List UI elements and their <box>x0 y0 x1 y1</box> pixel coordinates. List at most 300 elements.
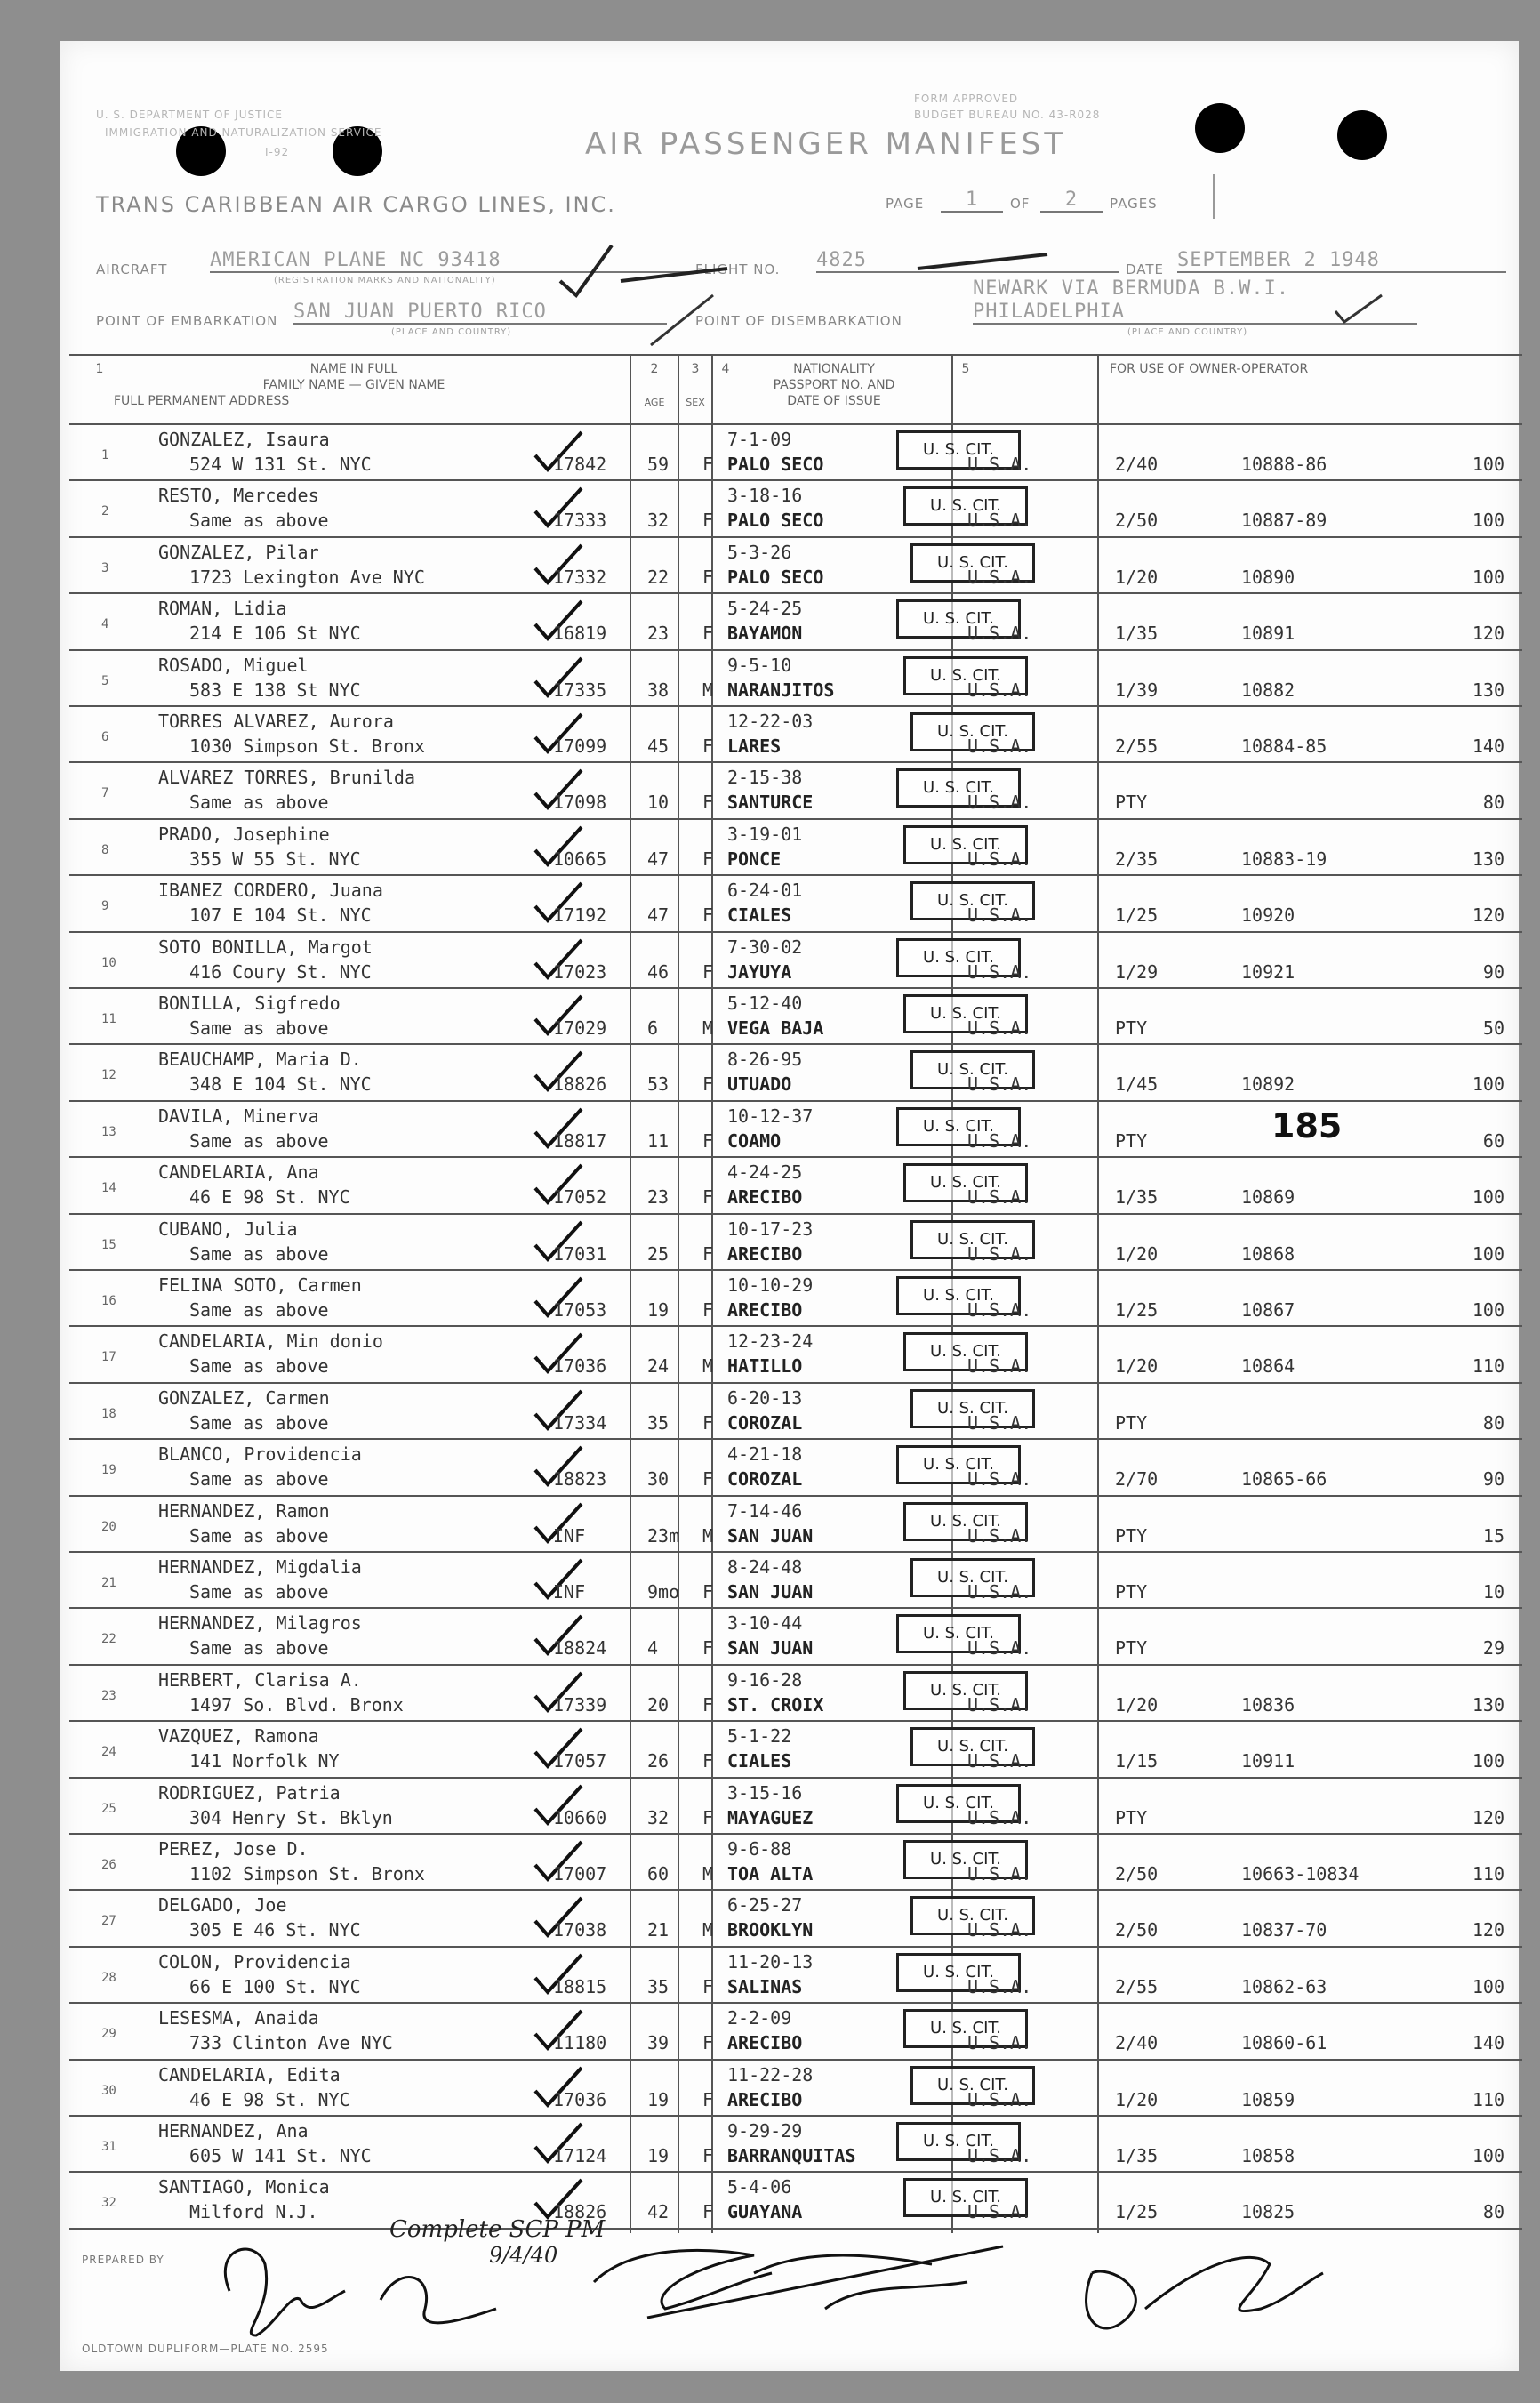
passport-number: 17333 <box>553 510 607 532</box>
passport-number: 17036 <box>553 2088 607 2110</box>
passenger-address: Same as above <box>189 1637 329 1660</box>
passenger-address: Same as above <box>189 1468 329 1491</box>
us-citizen-stamp: U. S. CIT. <box>896 430 1021 470</box>
fare: 100 <box>1472 2145 1504 2166</box>
col6-header: FOR USE OF OWNER-OPERATOR <box>1110 362 1309 376</box>
passenger-age: 35 <box>647 1975 670 1997</box>
table-row <box>69 2117 1522 2173</box>
birth-date: 6-24-01 <box>727 880 803 902</box>
passenger-name: HERBERT, Clarisa A. <box>158 1668 362 1691</box>
fare: 140 <box>1472 2032 1504 2054</box>
passport-number: 17335 <box>553 679 607 701</box>
row-number: 1 <box>101 448 109 462</box>
passenger-name: PEREZ, Jose D. <box>158 1838 309 1860</box>
passenger-sex: M <box>702 1863 714 1885</box>
birth-place: GUAYANA <box>727 2201 803 2223</box>
passenger-age: 26 <box>647 1750 670 1772</box>
owner-code: PTY <box>1115 1411 1148 1434</box>
fare: 15 <box>1482 1524 1504 1547</box>
birth-date: 9-6-88 <box>727 1838 792 1860</box>
passenger-name: GONZALEZ, Isaura <box>158 429 330 450</box>
row-number: 30 <box>101 2083 116 2098</box>
passenger-address: 1030 Simpson St. Bronx <box>189 735 425 757</box>
table-row <box>69 1045 1522 1101</box>
table-row <box>69 425 1522 481</box>
birth-date: 4-24-25 <box>727 1161 803 1184</box>
passenger-name: HERNANDEZ, Migdalia <box>158 1556 362 1578</box>
passenger-sex: F <box>702 1129 714 1152</box>
fare: 110 <box>1472 2088 1504 2110</box>
nationality: U.S.A. <box>967 2032 1032 2054</box>
passenger-age: 30 <box>647 1468 670 1491</box>
manifest-sheet <box>60 41 1519 2371</box>
passenger-sex: F <box>702 1975 714 1997</box>
disembarkation-value-1: NEWARK VIA BERMUDA B.W.I. <box>973 277 1290 300</box>
us-citizen-stamp: U. S. CIT. <box>903 486 1028 526</box>
ticket-number: 10890 <box>1241 566 1295 588</box>
passenger-sex: F <box>702 1468 714 1491</box>
passenger-sex: F <box>702 1750 714 1772</box>
birth-place: PALO SECO <box>727 454 824 475</box>
passenger-address: Same as above <box>189 1299 329 1321</box>
table-row <box>69 763 1522 819</box>
birth-place: ARECIBO <box>727 2032 803 2054</box>
birth-place: ARECIBO <box>727 1299 803 1321</box>
ticket-number: 10862-63 <box>1241 1975 1327 1997</box>
passenger-address: 46 E 98 St. NYC <box>189 1186 350 1209</box>
row-number: 12 <box>101 1068 116 1083</box>
passenger-age: 47 <box>647 904 670 927</box>
us-citizen-stamp: U. S. CIT. <box>910 1389 1035 1428</box>
passenger-address: Same as above <box>189 1355 329 1378</box>
passenger-sex: F <box>702 1073 714 1096</box>
nationality: U.S.A. <box>967 2201 1032 2223</box>
nationality: U.S.A. <box>967 1581 1032 1603</box>
row-number: 9 <box>101 899 109 914</box>
row-number: 20 <box>101 1519 116 1534</box>
passenger-address: 524 W 131 St. NYC <box>189 454 372 475</box>
birth-date: 9-29-29 <box>727 2120 803 2142</box>
row-number: 25 <box>101 1801 116 1816</box>
ticket-number: 10869 <box>1241 1186 1295 1209</box>
disembarkation-label: POINT OF DISEMBARKATION <box>695 313 902 329</box>
us-citizen-stamp: U. S. CIT. <box>896 1276 1021 1315</box>
birth-date: 5-1-22 <box>727 1725 792 1748</box>
punch-hole-right-1 <box>1195 103 1245 153</box>
table-row <box>69 1215 1522 1271</box>
owner-code: PTY <box>1115 792 1148 814</box>
row-number: 14 <box>101 1181 116 1196</box>
flight-number: 4825 <box>816 249 1119 273</box>
us-citizen-stamp: U. S. CIT. <box>910 543 1035 583</box>
fare: 120 <box>1472 1806 1504 1828</box>
birth-place: ARECIBO <box>727 1242 803 1265</box>
passenger-sex: M <box>702 1355 714 1378</box>
passenger-address: Milford N.J. <box>189 2201 318 2223</box>
birth-place: ARECIBO <box>727 1186 803 1209</box>
flight-date: SEPTEMBER 2 1948 <box>1177 249 1506 273</box>
owner-code: 1/35 <box>1115 1186 1159 1209</box>
table-row <box>69 1835 1522 1891</box>
passenger-name: COLON, Providencia <box>158 1950 351 1973</box>
passenger-name: ROSADO, Miguel <box>158 654 309 676</box>
passenger-address: Same as above <box>189 792 329 814</box>
table-row <box>69 1158 1522 1214</box>
birth-place: PONCE <box>727 848 782 870</box>
passenger-age: 6 <box>647 1017 659 1039</box>
birth-place: SAN JUAN <box>727 1581 814 1603</box>
passenger-address: 305 E 46 St. NYC <box>189 1919 361 1941</box>
passenger-sex: F <box>702 1693 714 1716</box>
us-citizen-stamp: U. S. CIT. <box>910 1050 1035 1089</box>
nationality: U.S.A. <box>967 2145 1032 2166</box>
passenger-age: 46 <box>647 960 670 983</box>
owner-code: 1/45 <box>1115 1073 1159 1096</box>
nationality: U.S.A. <box>967 848 1032 870</box>
passport-number: 17029 <box>553 1017 607 1039</box>
row-number: 16 <box>101 1294 116 1308</box>
passenger-name: TORRES ALVAREZ, Aurora <box>158 711 394 732</box>
us-citizen-stamp: U. S. CIT. <box>903 1671 1028 1710</box>
us-citizen-stamp: U. S. CIT. <box>910 2066 1035 2105</box>
passenger-address: Same as above <box>189 510 329 532</box>
us-citizen-stamp: U. S. CIT. <box>896 2122 1021 2161</box>
row-number: 7 <box>101 786 109 801</box>
row-number: 15 <box>101 1237 116 1252</box>
owner-code: 2/70 <box>1115 1468 1159 1491</box>
birth-place: COROZAL <box>727 1411 803 1434</box>
passenger-age: 22 <box>647 566 670 588</box>
passenger-age: 19 <box>647 2145 670 2166</box>
owner-code: PTY <box>1115 1524 1148 1547</box>
passenger-sex: F <box>702 1242 714 1265</box>
passenger-address: 1723 Lexington Ave NYC <box>189 566 425 588</box>
passenger-age: 20 <box>647 1693 670 1716</box>
nationality: U.S.A. <box>967 1863 1032 1885</box>
fare: 10 <box>1482 1581 1504 1603</box>
col2-header: AGE <box>644 397 665 408</box>
passenger-sex: M <box>702 1524 714 1547</box>
col4-header-1: NATIONALITY <box>793 362 875 376</box>
birth-date: 9-16-28 <box>727 1668 803 1691</box>
passenger-age: 45 <box>647 735 670 757</box>
table-row <box>69 538 1522 594</box>
birth-date: 3-10-44 <box>727 1612 803 1635</box>
table-row <box>69 1327 1522 1383</box>
birth-date: 8-24-48 <box>727 1556 803 1578</box>
nationality: U.S.A. <box>967 1750 1032 1772</box>
row-number: 17 <box>101 1350 116 1365</box>
nationality: U.S.A. <box>967 623 1032 645</box>
table-row <box>69 1722 1522 1778</box>
ticket-number: 10892 <box>1241 1073 1295 1096</box>
embarkation-value: SAN JUAN PUERTO RICO <box>293 301 667 325</box>
passenger-age: 35 <box>647 1411 670 1434</box>
passenger-name: FELINA SOTO, Carmen <box>158 1274 362 1296</box>
ticket-number: 10825 <box>1241 2201 1295 2223</box>
passenger-name: BLANCO, Providencia <box>158 1443 362 1466</box>
fare: 90 <box>1482 960 1504 983</box>
passenger-sex: F <box>702 904 714 927</box>
page-total: 2 <box>1040 189 1103 213</box>
us-citizen-stamp: U. S. CIT. <box>910 1727 1035 1766</box>
pages-label: PAGES <box>1110 196 1158 212</box>
passport-number: 18817 <box>553 1129 607 1152</box>
birth-date: 2-2-09 <box>727 2007 792 2029</box>
passenger-address: Same as above <box>189 1581 329 1603</box>
fare: 60 <box>1482 1129 1504 1152</box>
passenger-age: 4 <box>647 1637 659 1660</box>
birth-place: CIALES <box>727 1750 792 1772</box>
ticket-number: 10883-19 <box>1241 848 1327 870</box>
us-citizen-stamp: U. S. CIT. <box>903 1163 1028 1202</box>
passenger-address: 214 E 106 St NYC <box>189 623 361 645</box>
nationality: U.S.A. <box>967 1017 1032 1039</box>
fare: 100 <box>1472 1299 1504 1321</box>
owner-code: 1/25 <box>1115 904 1159 927</box>
passport-number: 17052 <box>553 1186 607 1209</box>
table-row <box>69 707 1522 763</box>
passenger-sex: F <box>702 2145 714 2166</box>
fare: 120 <box>1472 904 1504 927</box>
passport-number: 17038 <box>553 1919 607 1941</box>
owner-code: 1/20 <box>1115 1242 1159 1265</box>
passenger-sex: F <box>702 1637 714 1660</box>
company-name: TRANS CARIBBEAN AIR CARGO LINES, INC. <box>96 192 616 217</box>
birth-date: 12-23-24 <box>727 1330 814 1353</box>
passenger-sex: F <box>702 735 714 757</box>
us-citizen-stamp: U. S. CIT. <box>896 599 1021 639</box>
row-number: 11 <box>101 1012 116 1026</box>
table-row <box>69 1384 1522 1440</box>
ticket-number: 10887-89 <box>1241 510 1327 532</box>
birth-place: TOA ALTA <box>727 1863 814 1885</box>
fare: 110 <box>1472 1355 1504 1378</box>
signatures-icon <box>203 2211 1448 2362</box>
passenger-age: 60 <box>647 1863 670 1885</box>
passport-number: 17023 <box>553 960 607 983</box>
passenger-age: 39 <box>647 2032 670 2054</box>
row-number: 24 <box>101 1745 116 1760</box>
passport-number: 18826 <box>553 1073 607 1096</box>
col4-header-3: DATE OF ISSUE <box>787 394 881 408</box>
fare: 110 <box>1472 1863 1504 1885</box>
owner-code: PTY <box>1115 1017 1148 1039</box>
birth-place: COROZAL <box>727 1468 803 1491</box>
passport-number: INF <box>553 1581 586 1603</box>
ticket-number: 10884-85 <box>1241 735 1327 757</box>
owner-code: 1/15 <box>1115 1750 1159 1772</box>
us-citizen-stamp: U. S. CIT. <box>910 1220 1035 1259</box>
col5-number: 5 <box>961 362 970 376</box>
passenger-name: ROMAN, Lidia <box>158 598 287 620</box>
nationality: U.S.A. <box>967 1806 1032 1828</box>
passenger-name: CUBANO, Julia <box>158 1218 298 1240</box>
passenger-address: 66 E 100 St. NYC <box>189 1975 361 1997</box>
passport-number: 17124 <box>553 2145 607 2166</box>
row-number: 8 <box>101 842 109 857</box>
birth-date: 5-3-26 <box>727 541 792 563</box>
dash-flight-icon <box>914 242 1056 277</box>
fare: 130 <box>1472 679 1504 701</box>
row-number: 13 <box>101 1124 116 1139</box>
col1-header-3: FULL PERMANENT ADDRESS <box>114 394 290 408</box>
owner-code: 2/50 <box>1115 1863 1159 1885</box>
checkmark-embark-icon <box>647 292 718 354</box>
fare: 80 <box>1482 792 1504 814</box>
passenger-age: 23 <box>647 1186 670 1209</box>
table-row <box>69 1609 1522 1665</box>
passenger-address: 141 Norfolk NY <box>189 1750 340 1772</box>
birth-date: 11-22-28 <box>727 2063 814 2086</box>
owner-code: 1/25 <box>1115 1299 1159 1321</box>
fare: 90 <box>1482 1468 1504 1491</box>
passenger-sex: F <box>702 1581 714 1603</box>
passenger-sex: M <box>702 679 714 701</box>
passenger-name: CANDELARIA, Min donio <box>158 1330 383 1353</box>
fare: 130 <box>1472 848 1504 870</box>
fare: 29 <box>1482 1637 1504 1660</box>
fare: 100 <box>1472 566 1504 588</box>
table-row <box>69 989 1522 1045</box>
us-citizen-stamp: U. S. CIT. <box>910 1558 1035 1597</box>
passenger-name: ALVAREZ TORRES, Brunilda <box>158 767 415 789</box>
table-row <box>69 1440 1522 1496</box>
us-citizen-stamp: U. S. CIT. <box>896 1107 1021 1146</box>
passenger-age: 19 <box>647 2088 670 2110</box>
us-citizen-stamp: U. S. CIT. <box>896 1784 1021 1823</box>
birth-place: COAMO <box>727 1129 782 1152</box>
owner-code: 1/20 <box>1115 566 1159 588</box>
passenger-age: 32 <box>647 1806 670 1828</box>
ticket-number: 10837-70 <box>1241 1919 1327 1941</box>
passenger-address: 46 E 98 St. NYC <box>189 2088 350 2110</box>
passenger-name: SANTIAGO, Monica <box>158 2176 330 2198</box>
owner-code: PTY <box>1115 1129 1148 1152</box>
nationality: U.S.A. <box>967 1129 1032 1152</box>
birth-place: PALO SECO <box>727 510 824 532</box>
nationality: U.S.A. <box>967 904 1032 927</box>
passenger-address: Same as above <box>189 1242 329 1265</box>
embarkation-sublabel: (PLACE AND COUNTRY) <box>391 327 512 337</box>
passenger-sex: F <box>702 792 714 814</box>
punch-hole-right-2 <box>1337 110 1387 160</box>
manifest-title: AIR PASSENGER MANIFEST <box>585 126 1067 162</box>
passenger-sex: F <box>702 454 714 475</box>
passenger-sex: F <box>702 2088 714 2110</box>
owner-code: 1/35 <box>1115 623 1159 645</box>
disembarkation-sublabel: (PLACE AND COUNTRY) <box>1127 327 1248 337</box>
birth-place: LARES <box>727 735 782 757</box>
passport-number: 17053 <box>553 1299 607 1321</box>
birth-place: NARANJITOS <box>727 679 835 701</box>
passport-number: 17099 <box>553 735 607 757</box>
ticket-number: 10858 <box>1241 2145 1295 2166</box>
row-number: 3 <box>101 560 109 575</box>
table-row <box>69 1271 1522 1327</box>
passenger-address: 355 W 55 St. NYC <box>189 848 361 870</box>
birth-date: 2-15-38 <box>727 767 803 789</box>
prepared-by-label: PREPARED BY <box>82 2254 164 2266</box>
passenger-name: HERNANDEZ, Ana <box>158 2120 309 2142</box>
table-row <box>69 1497 1522 1553</box>
passport-number: 10665 <box>553 848 607 870</box>
col3-number: 3 <box>691 362 700 376</box>
of-label: OF <box>1010 196 1031 212</box>
passport-number: 17334 <box>553 1411 607 1434</box>
row-number: 22 <box>101 1632 116 1647</box>
nationality: U.S.A. <box>967 1411 1032 1434</box>
col3-header: SEX <box>686 397 705 408</box>
ticket-number: 10860-61 <box>1241 2032 1327 2054</box>
agency-line-1: U. S. DEPARTMENT OF JUSTICE <box>96 108 283 121</box>
table-row <box>69 1779 1522 1835</box>
passenger-address: 733 Clinton Ave NYC <box>189 2032 393 2054</box>
owner-code: PTY <box>1115 1806 1148 1828</box>
us-citizen-stamp: U. S. CIT. <box>903 656 1028 695</box>
ticket-number: 10865-66 <box>1241 1468 1327 1491</box>
passport-number: INF <box>553 1524 586 1547</box>
us-citizen-stamp: U. S. CIT. <box>903 825 1028 864</box>
form-plate-line: OLDTOWN DUPLIFORM—PLATE NO. 2595 <box>82 2343 329 2355</box>
owner-code: 1/20 <box>1115 2088 1159 2110</box>
owner-code: 1/29 <box>1115 960 1159 983</box>
passenger-address: 416 Coury St. NYC <box>189 960 372 983</box>
passenger-address: 605 W 141 St. NYC <box>189 2145 372 2166</box>
passenger-name: IBANEZ CORDERO, Juana <box>158 880 383 902</box>
owner-code: 2/55 <box>1115 1975 1159 1997</box>
us-citizen-stamp: U. S. CIT. <box>896 1614 1021 1653</box>
nationality: U.S.A. <box>967 454 1032 475</box>
birth-date: 6-20-13 <box>727 1386 803 1409</box>
passenger-address: 348 E 104 St. NYC <box>189 1073 372 1096</box>
passenger-address: Same as above <box>189 1129 329 1152</box>
birth-date: 11-20-13 <box>727 1950 814 1973</box>
passenger-sex: F <box>702 1299 714 1321</box>
birth-date: 8-26-95 <box>727 1049 803 1071</box>
passport-number: 18824 <box>553 1637 607 1660</box>
passenger-age: 38 <box>647 679 670 701</box>
birth-date: 4-21-18 <box>727 1443 803 1466</box>
nationality: U.S.A. <box>967 1186 1032 1209</box>
table-row <box>69 1948 1522 2004</box>
owner-code: 1/20 <box>1115 1693 1159 1716</box>
page-box-divider <box>1213 174 1215 219</box>
table-top-border <box>69 354 1522 356</box>
passenger-name: LESESMA, Anaida <box>158 2007 319 2029</box>
passenger-sex: M <box>702 1919 714 1941</box>
table-row <box>69 594 1522 650</box>
us-citizen-stamp: U. S. CIT. <box>903 1840 1028 1879</box>
passenger-age: 24 <box>647 1355 670 1378</box>
us-citizen-stamp: U. S. CIT. <box>896 1953 1021 1992</box>
fare: 100 <box>1472 1186 1504 1209</box>
passenger-name: VAZQUEZ, Ramona <box>158 1725 319 1748</box>
us-citizen-stamp: U. S. CIT. <box>910 881 1035 920</box>
owner-code: 2/40 <box>1115 454 1159 475</box>
row-number: 10 <box>101 955 116 970</box>
table-row <box>69 933 1522 989</box>
passport-number: 11180 <box>553 2032 607 2054</box>
fare: 130 <box>1472 1693 1504 1716</box>
nationality: U.S.A. <box>967 2088 1032 2110</box>
aircraft-label: AIRCRAFT <box>96 261 168 277</box>
owner-code: 2/40 <box>1115 2032 1159 2054</box>
passenger-address: Same as above <box>189 1411 329 1434</box>
us-citizen-stamp: U. S. CIT. <box>903 1502 1028 1541</box>
birth-place: HATILLO <box>727 1355 803 1378</box>
ticket-number: 10921 <box>1241 960 1295 983</box>
